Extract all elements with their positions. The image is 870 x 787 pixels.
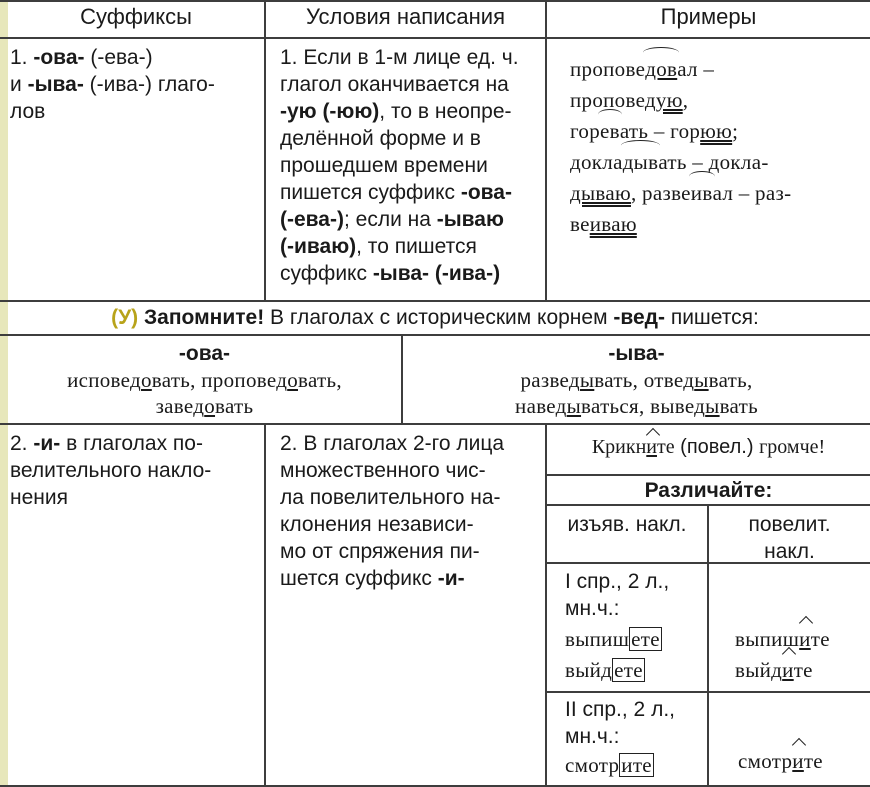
remember-mark: (У): [111, 306, 139, 329]
example-bottom-border: [545, 474, 870, 476]
row1-suffixes: 1. -ова- (-ева-) и -ыва- (-ива-) глаго- лов: [10, 46, 215, 123]
conj2-indicative: II спр., 2 л., мн.ч.: смотрите: [565, 698, 675, 777]
header-conditions: Условия написания: [306, 4, 505, 29]
col-divider-1-top: [264, 0, 266, 301]
row2-suffixes: 2. -и- в глаголах по- велительного накло- нения: [10, 432, 212, 509]
row1-bottom-border: [0, 300, 870, 302]
remember-bottom-border: [0, 334, 870, 336]
imperative-header: повелит. накл.: [748, 513, 831, 563]
conj1-indicative: I спр., 2 л., мн.ч.: выпишете выйдете: [565, 570, 670, 682]
col-divider-1-bottom: [264, 423, 266, 787]
conj2-imperative: смотрите: [738, 746, 868, 777]
table-top-border: [0, 0, 870, 2]
ved-bottom-border: [0, 423, 870, 425]
remember-note: (У) Запомните! В глаголах с историческим корнем -вед- пишется:: [111, 306, 759, 329]
col-divider-2-top: [545, 0, 547, 301]
ved-ova-cell: -ова- исповедовать, проповедовать, заведовать: [67, 342, 342, 418]
header-divider: [0, 37, 870, 39]
header-suffixes: Суффиксы: [80, 4, 192, 29]
indicative-header: изъяв. накл.: [567, 513, 687, 536]
left-margin-strip: [0, 0, 8, 787]
row2-example: Крикните (повел.) громче!: [591, 436, 826, 458]
distinguish-title: Различайте:: [644, 479, 773, 502]
row2-conditions: 2. В глаголах 2-го лица множественного чис- ла повелительного на- клонения независи- мо от спряжения пи- шется суффикс -и-: [280, 432, 505, 590]
ved-yva-cell: -ыва- разведывать, отведывать, наведываться, выведывать: [515, 342, 758, 418]
header-examples: Примеры: [660, 4, 757, 29]
row1-conditions: 1. Если в 1-м лице ед. ч. глагол оканчивается на -ую (-юю), то в неопре- делённой форме и в прошедшем времени пишется суффикс -ова- (-ева-); если на -ываю (-иваю), то пишется суффикс -ыва- (-ива-): [280, 46, 519, 285]
conj1-imperative: выпишите выйдите: [735, 624, 865, 686]
row1-examples: проповедовал – проповедую, горевать – горюю; докладывать – докла- дываю, развеивал – раз- веиваю: [570, 54, 862, 240]
